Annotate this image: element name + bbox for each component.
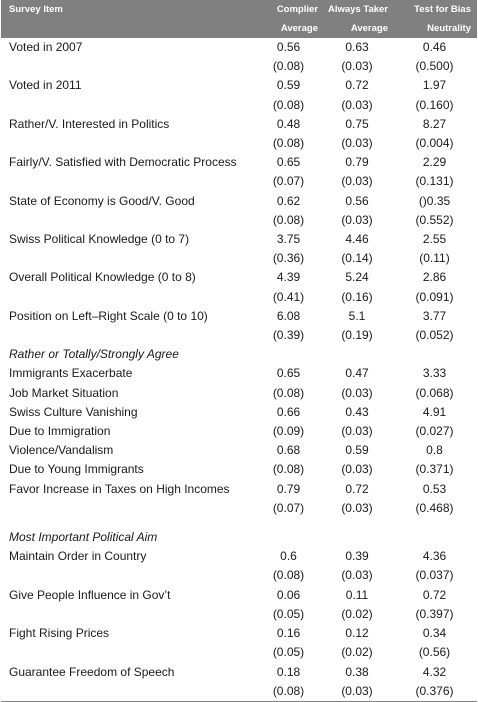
always-taker-value: 0.75	[345, 116, 369, 131]
complier-value: (0.07)	[272, 174, 305, 189]
row-label	[1, 682, 255, 702]
table-row	[1, 288, 477, 307]
table-row	[1, 547, 477, 566]
always-taker-value: (0.19)	[341, 328, 373, 343]
always-taker-value: (0.03)	[341, 683, 373, 698]
header-always-taker: Always Taker	[322, 0, 392, 19]
table-row	[1, 480, 477, 499]
complier-value: (0.08)	[272, 212, 305, 227]
always-taker-value: (0.03)	[341, 59, 373, 74]
bias-test-value: 4.32	[422, 664, 447, 679]
always-taker-value: 0.11	[345, 587, 369, 602]
bias-test-value: 4.91	[422, 404, 447, 419]
complier-value: (0.05)	[272, 606, 305, 621]
complier-value: 0.79	[276, 481, 301, 496]
always-taker-value: 0.56	[345, 193, 369, 208]
bias-test-value: 0.8	[426, 443, 443, 458]
header-survey-item: Survey Item	[1, 0, 255, 19]
always-taker-value	[322, 518, 392, 528]
always-taker-value	[322, 528, 392, 547]
always-taker-value: (0.02)	[341, 645, 373, 660]
complier-value: 4.39	[276, 270, 301, 285]
row-label: Swiss Culture Vanishing	[9, 404, 138, 419]
table-row	[1, 364, 477, 383]
bias-test-value: ()0.35	[418, 193, 451, 208]
complier-value	[255, 528, 322, 547]
bias-test-value	[392, 345, 477, 364]
always-taker-value: (0.03)	[341, 568, 373, 583]
table-row	[1, 307, 477, 326]
table-row	[1, 326, 477, 345]
row-label: Due to Immigration	[9, 424, 111, 439]
header-neutrality: Neutrality	[392, 19, 477, 38]
complier-value: (0.08)	[272, 385, 305, 400]
table-row	[1, 57, 477, 76]
row-label: Overall Political Knowledge (0 to 8)	[9, 270, 196, 285]
always-taker-value: 0.63	[345, 40, 369, 54]
always-taker-value: (0.03)	[341, 424, 373, 439]
complier-value: 6.08	[276, 308, 301, 323]
table-row	[1, 115, 477, 134]
row-label	[1, 326, 255, 345]
complier-value	[255, 518, 322, 528]
always-taker-value: (0.03)	[341, 385, 373, 400]
complier-value: (0.08)	[272, 568, 305, 583]
table-row	[1, 566, 477, 585]
table-row	[1, 38, 477, 57]
always-taker-value: 0.59	[345, 443, 369, 458]
complier-value: 0.18	[276, 664, 301, 679]
complier-value: 0.65	[276, 155, 301, 170]
complier-value: (0.05)	[272, 645, 305, 660]
header-row-2	[1, 19, 477, 38]
complier-value: 0.56	[276, 40, 301, 54]
always-taker-value	[322, 345, 392, 364]
row-label: State of Economy is Good/V. Good	[9, 193, 195, 208]
bias-test-value: (0.131)	[415, 174, 454, 189]
table-row	[1, 460, 477, 479]
header-complier-average: Average	[255, 19, 322, 38]
row-label: Fairly/V. Satisfied with Democratic Process	[9, 155, 237, 170]
bias-test-value: 2.29	[422, 155, 447, 170]
row-label	[1, 288, 255, 307]
row-label	[1, 499, 255, 518]
row-label: Voted in 2011	[9, 78, 82, 93]
complier-value: (0.07)	[272, 500, 305, 515]
bias-test-value	[392, 528, 477, 547]
row-label: Immigrants Exacerbate	[9, 366, 133, 381]
always-taker-value: 0.38	[345, 664, 369, 679]
always-taker-value: (0.03)	[341, 462, 373, 477]
bias-test-value: (0.11)	[419, 251, 450, 266]
complier-value: 0.65	[276, 366, 301, 381]
complier-value: 0.68	[276, 443, 301, 458]
bias-test-value: (0.027)	[415, 424, 454, 439]
table-row	[1, 663, 477, 682]
row-label	[1, 172, 255, 191]
bias-test-value: 0.34	[422, 626, 447, 641]
always-taker-value: (0.03)	[341, 136, 373, 151]
complier-value: (0.09)	[272, 424, 305, 439]
bias-test-value: 2.86	[422, 270, 447, 285]
bias-test-value: 0.72	[422, 587, 447, 602]
row-label: Favor Increase in Taxes on High Incomes	[9, 481, 230, 496]
complier-value: 3.75	[276, 232, 301, 247]
table-row	[1, 268, 477, 287]
complier-value: (0.36)	[272, 251, 305, 266]
row-label	[1, 643, 255, 662]
row-label	[1, 211, 255, 230]
table-row	[1, 422, 477, 441]
always-taker-value: 0.12	[345, 626, 369, 641]
complier-value: (0.08)	[272, 136, 305, 151]
section-row	[1, 345, 477, 364]
bias-test-value: (0.552)	[415, 212, 454, 227]
row-label: Voted in 2007	[9, 40, 83, 54]
always-taker-value: (0.16)	[341, 289, 373, 304]
bias-test-value: 4.36	[422, 549, 447, 564]
table-row	[1, 211, 477, 230]
row-label: Job Market Situation	[9, 385, 119, 400]
bias-test-value: (0.037)	[415, 568, 454, 583]
always-taker-value: 0.72	[345, 78, 369, 93]
table-row	[1, 586, 477, 605]
table-row	[1, 153, 477, 172]
row-label: Give People Influence in Gov’t	[9, 587, 171, 602]
always-taker-value: (0.03)	[341, 97, 373, 112]
complier-value: 0.06	[276, 587, 301, 602]
row-label	[1, 96, 255, 115]
header-survey-item-2	[1, 19, 255, 38]
header-test-for-bias: Test for Bias	[392, 0, 477, 19]
always-taker-value: 5.24	[345, 270, 369, 285]
table-row	[1, 624, 477, 643]
always-taker-value: (0.03)	[341, 500, 373, 515]
bias-test-value: (0.091)	[415, 289, 454, 304]
table-row	[1, 499, 477, 518]
row-label	[1, 134, 255, 153]
row-label: Guarantee Freedom of Speech	[9, 664, 175, 679]
always-taker-value: 4.46	[345, 232, 369, 247]
row-label: Rather/V. Interested in Politics	[9, 116, 170, 131]
table-row	[1, 230, 477, 249]
bias-test-value: (0.397)	[415, 606, 454, 621]
always-taker-value: 0.39	[345, 549, 369, 564]
table-row	[1, 76, 477, 95]
row-label: Maintain Order in Country	[9, 549, 147, 564]
table-row	[1, 192, 477, 211]
section-label: Most Important Political Aim	[9, 530, 158, 545]
always-taker-value: 0.72	[345, 481, 369, 496]
complier-value: 0.66	[276, 404, 301, 419]
bias-test-value: 2.55	[422, 232, 447, 247]
always-taker-value: 0.79	[345, 155, 369, 170]
bias-test-value: 3.77	[422, 308, 447, 323]
always-taker-value: 5.1	[348, 308, 366, 323]
complier-value: (0.41)	[272, 289, 305, 304]
table-row	[1, 172, 477, 191]
bias-test-value: 3.33	[422, 366, 447, 381]
bias-test-value: 0.46	[422, 40, 447, 54]
bias-test-value: (0.376)	[415, 683, 454, 698]
table-row	[1, 441, 477, 460]
table-row	[1, 249, 477, 268]
table-row	[1, 643, 477, 662]
complier-value: (0.08)	[272, 97, 305, 112]
table-body	[1, 38, 477, 701]
row-label: Due to Young Immigrants	[9, 462, 144, 477]
row-label: Swiss Political Knowledge (0 to 7)	[9, 232, 190, 247]
row-label: Violence/Vandalism	[9, 443, 114, 458]
complier-value: 0.48	[276, 116, 301, 131]
survey-table	[1, 0, 477, 702]
table-row	[1, 605, 477, 624]
section-label: Rather or Totally/Strongly Agree	[9, 347, 179, 362]
table-row	[1, 403, 477, 422]
table-header	[1, 0, 477, 38]
always-taker-value: (0.03)	[341, 174, 373, 189]
spacer-row	[1, 518, 477, 528]
bias-test-value: (0.468)	[415, 500, 454, 515]
bias-test-value: (0.068)	[415, 385, 454, 400]
complier-value	[255, 345, 322, 364]
header-always-taker-average: Average	[322, 19, 392, 38]
bias-test-value: (0.500)	[415, 59, 454, 74]
row-label: Position on Left–Right Scale (0 to 10)	[9, 308, 208, 323]
complier-value: (0.39)	[272, 328, 305, 343]
row-label	[1, 57, 255, 76]
bias-test-value: 0.53	[422, 481, 447, 496]
row-label	[1, 249, 255, 268]
table-row	[1, 134, 477, 153]
table-row	[1, 96, 477, 115]
row-label	[1, 566, 255, 585]
complier-value: (0.08)	[272, 683, 305, 698]
complier-value: 0.62	[276, 193, 301, 208]
complier-value: 0.59	[276, 78, 301, 93]
row-label	[1, 605, 255, 624]
complier-value: (0.08)	[272, 462, 305, 477]
table-row	[1, 384, 477, 403]
complier-value: 0.16	[276, 626, 301, 641]
bias-test-value	[392, 518, 477, 528]
bias-test-value: 1.97	[422, 78, 447, 93]
header-row-1	[1, 0, 477, 19]
complier-value: (0.08)	[272, 59, 305, 74]
bias-test-value: 8.27	[422, 116, 447, 131]
bias-test-value: (0.052)	[415, 328, 454, 343]
always-taker-value: (0.03)	[341, 212, 373, 227]
always-taker-value: 0.47	[345, 366, 369, 381]
bias-test-value: (0.160)	[415, 97, 454, 112]
always-taker-value: (0.14)	[341, 251, 373, 266]
row-label	[1, 518, 255, 528]
header-complier: Complier	[255, 0, 322, 19]
bias-test-value: (0.371)	[415, 462, 454, 477]
always-taker-value: 0.43	[345, 404, 369, 419]
table-row	[1, 682, 477, 702]
row-label: Fight Rising Prices	[9, 626, 110, 641]
section-row	[1, 528, 477, 547]
always-taker-value: (0.02)	[341, 606, 373, 621]
bias-test-value: (0.56)	[418, 645, 451, 660]
bias-test-value: (0.004)	[415, 136, 454, 151]
complier-value: 0.6	[280, 549, 297, 564]
